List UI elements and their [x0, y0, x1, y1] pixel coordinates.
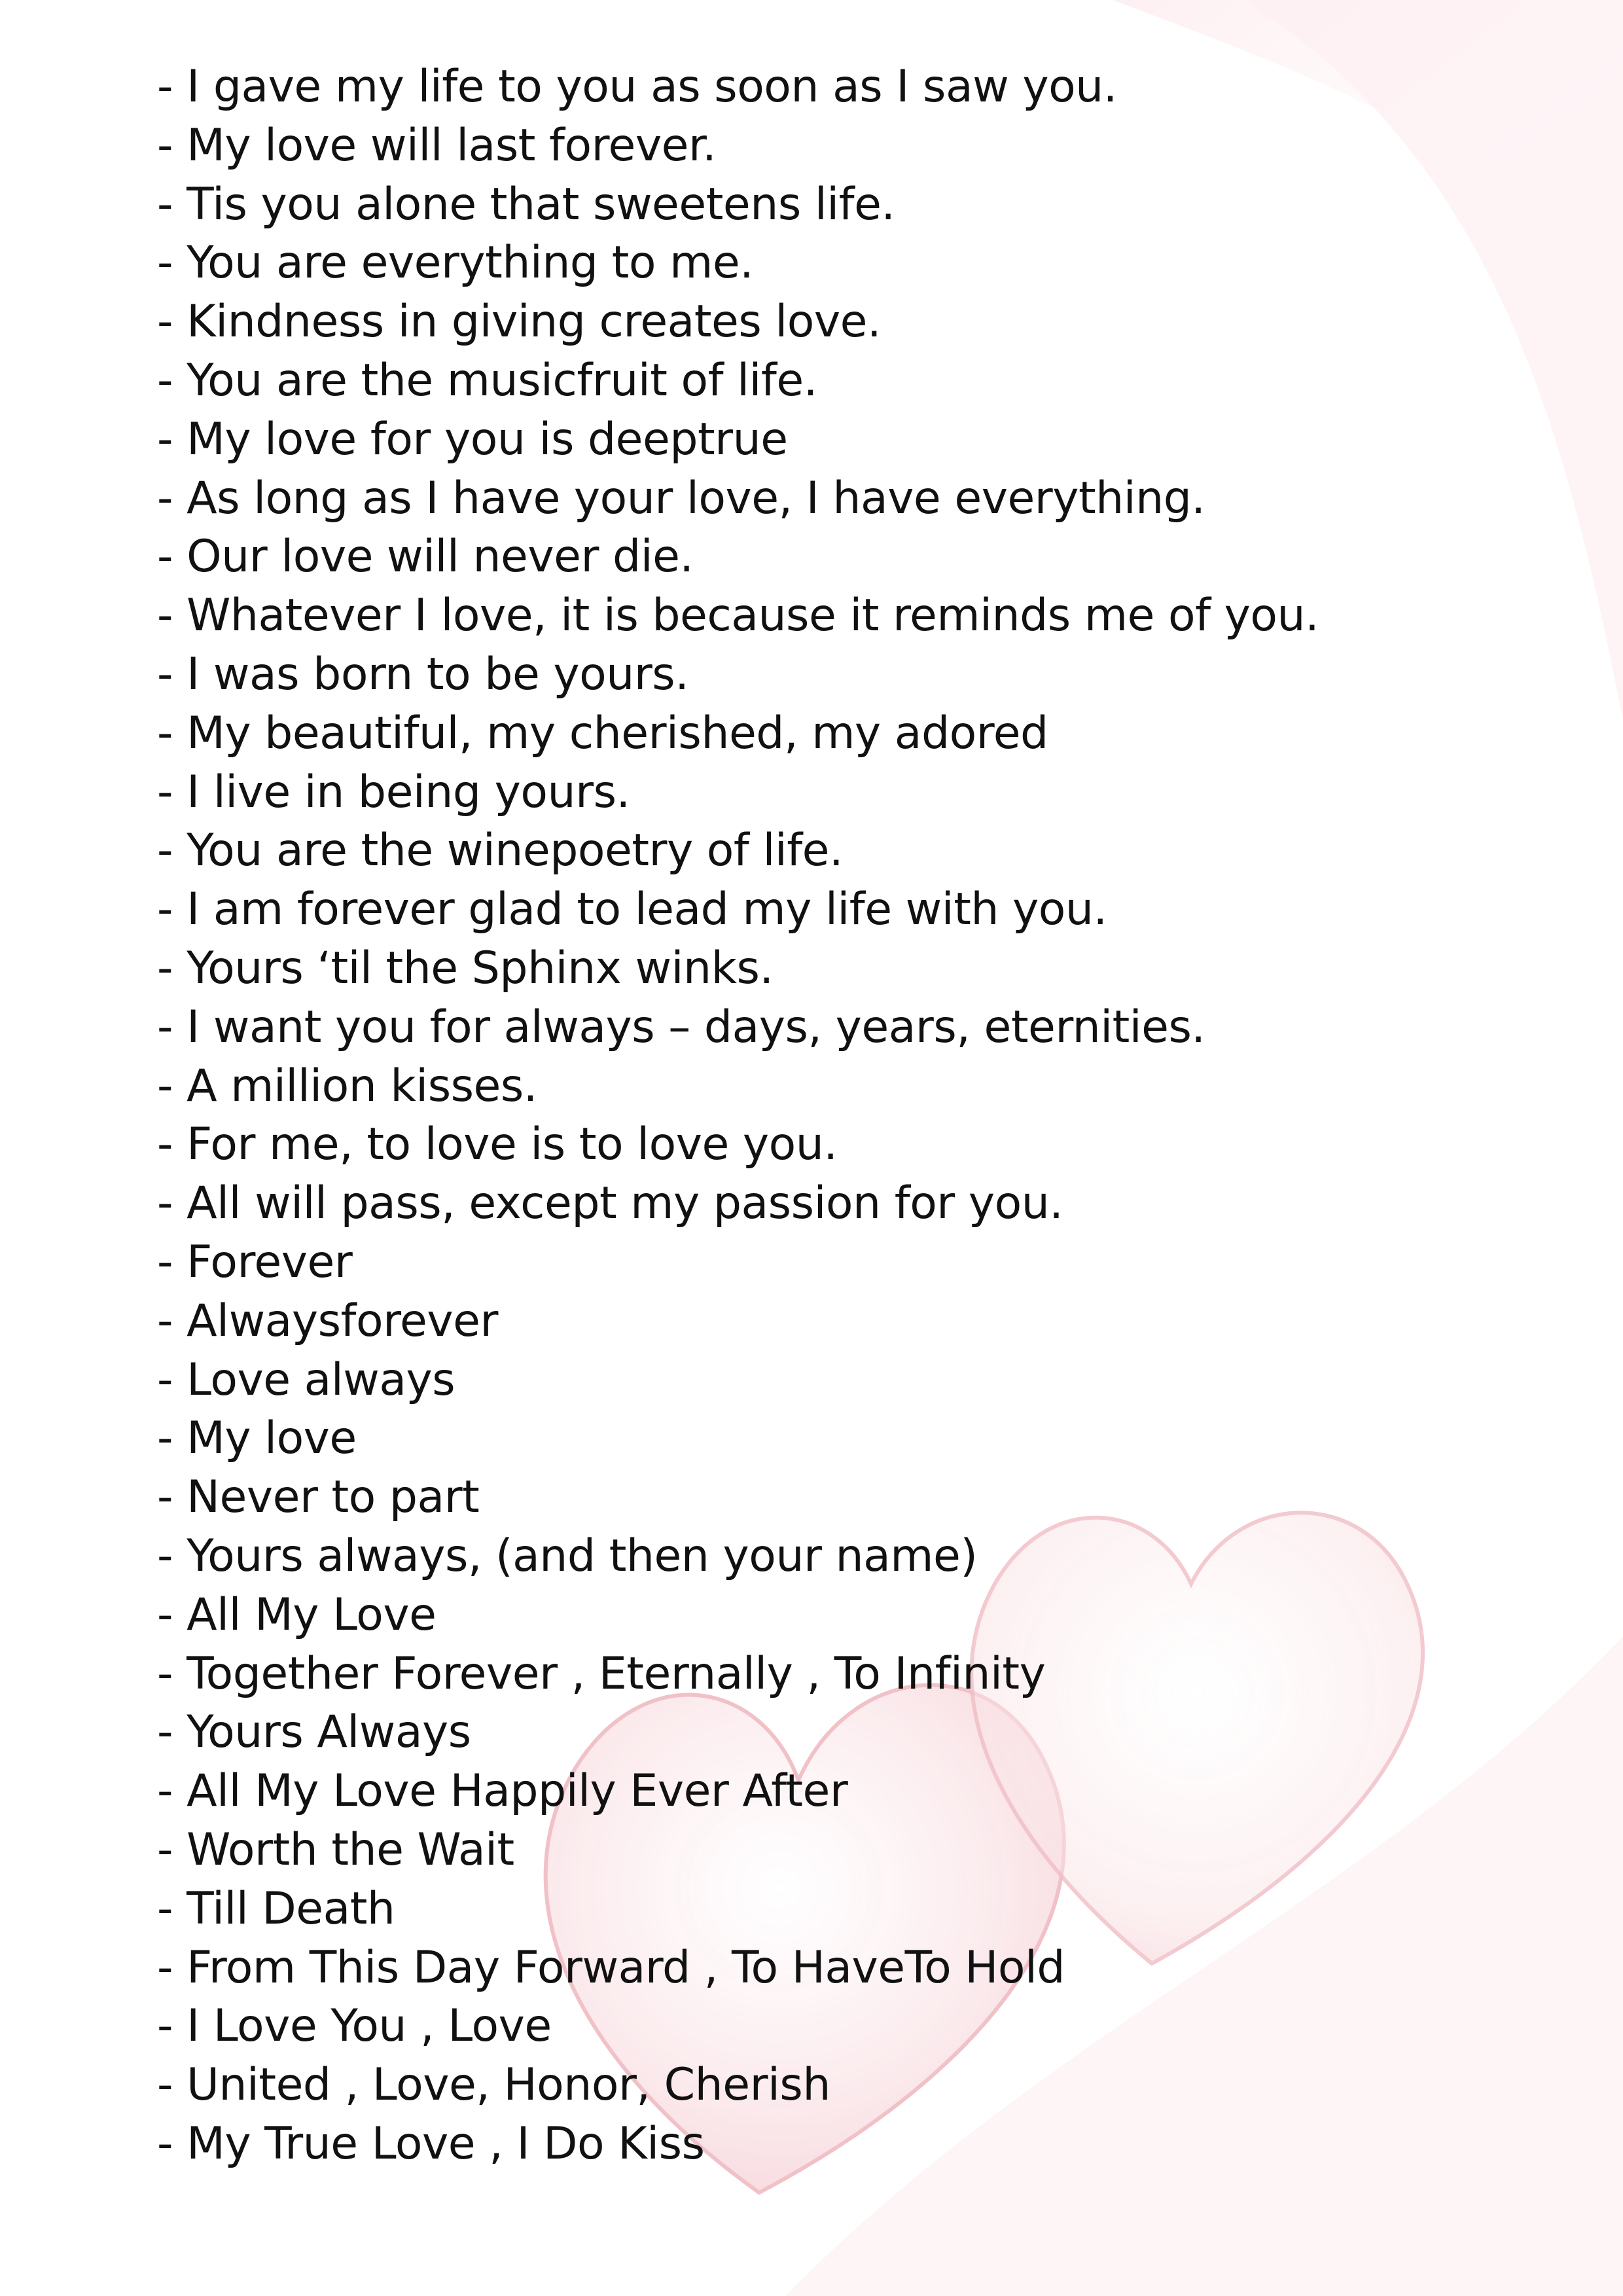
list-item: [157, 1703, 1531, 1762]
list-bullet: -: [157, 1882, 187, 1935]
list-bullet: -: [157, 1412, 187, 1465]
phrase-text: You are the musicfruit of life.: [187, 354, 817, 406]
list-item: [157, 1527, 1531, 1586]
list-item: [157, 939, 1531, 998]
list-item: [157, 998, 1531, 1057]
phrase-text: Never to part: [187, 1471, 480, 1524]
list-bullet: -: [157, 1060, 187, 1112]
phrase-text: Our love will never die.: [187, 531, 694, 583]
list-item: [157, 351, 1531, 410]
list-item: [157, 117, 1531, 175]
phrase-text: My love will last forever.: [187, 119, 717, 171]
phrase-text: Whatever I love, it is because it reminds me of you.: [187, 590, 1319, 642]
list-bullet: -: [157, 707, 187, 759]
list-item: [157, 1997, 1531, 2056]
phrase-text: Yours Always: [187, 1706, 471, 1759]
phrase-text: Kindness in giving creates love.: [187, 296, 882, 348]
list-item: [157, 1174, 1531, 1233]
list-item: [157, 1409, 1531, 1468]
list-item: [157, 469, 1531, 528]
list-bullet: -: [157, 61, 187, 113]
phrase-text: You are everything to me.: [187, 237, 754, 289]
phrase-text: Till Death: [187, 1882, 395, 1935]
list-bullet: -: [157, 1236, 187, 1288]
phrase-text: Yours always, (and then your name): [187, 1530, 978, 1582]
list-bullet: -: [157, 1001, 187, 1053]
list-bullet: -: [157, 1941, 187, 1994]
phrase-text: All My Love: [187, 1588, 437, 1641]
list-item: [157, 1233, 1531, 1292]
phrase-text: Worth the Wait: [187, 1823, 514, 1876]
list-bullet: -: [157, 2000, 187, 2053]
list-bullet: -: [157, 178, 187, 230]
list-item: [157, 1468, 1531, 1527]
list-bullet: -: [157, 1295, 187, 1347]
list-bullet: -: [157, 1471, 187, 1524]
phrase-text: I am forever glad to lead my life with you.: [187, 884, 1107, 936]
list-bullet: -: [157, 1530, 187, 1582]
phrase-text: Together Forever , Eternally , To Infinity: [187, 1647, 1046, 1700]
list-bullet: -: [157, 1823, 187, 1876]
phrase-text: I was born to be yours.: [187, 648, 689, 700]
list-item: [157, 1821, 1531, 1880]
list-item: [157, 175, 1531, 234]
phrase-text: A million kisses.: [187, 1060, 537, 1112]
phrase-text: I Love You , Love: [187, 2000, 552, 2053]
list-bullet: -: [157, 1765, 187, 1818]
phrase-text: Tis you alone that sweetens life.: [187, 178, 895, 230]
document-body: [157, 58, 1531, 2174]
phrase-text: You are the winepoetry of life.: [187, 825, 844, 877]
list-bullet: -: [157, 296, 187, 348]
list-item: [157, 2056, 1531, 2115]
phrase-text: For me, to love is to love you.: [187, 1119, 838, 1171]
list-item: [157, 410, 1531, 469]
phrase-text: Alwaysforever: [187, 1295, 498, 1347]
list-bullet: -: [157, 413, 187, 465]
list-bullet: -: [157, 766, 187, 818]
list-item: [157, 1292, 1531, 1351]
list-bullet: -: [157, 648, 187, 700]
list-bullet: -: [157, 2117, 187, 2170]
list-bullet: -: [157, 2059, 187, 2111]
list-bullet: -: [157, 942, 187, 994]
list-item: [157, 293, 1531, 351]
phrase-text: My love for you is deeptrue: [187, 413, 788, 465]
phrase-list: [157, 58, 1531, 2174]
list-item: [157, 586, 1531, 645]
list-item: [157, 1586, 1531, 1645]
list-item: [157, 704, 1531, 763]
phrase-text: Love always: [187, 1354, 455, 1406]
list-item: [157, 2115, 1531, 2174]
phrase-text: Yours ‘til the Sphinx winks.: [187, 942, 774, 994]
list-item: [157, 1115, 1531, 1174]
phrase-text: I want you for always – days, years, eternities.: [187, 1001, 1205, 1053]
list-bullet: -: [157, 884, 187, 936]
phrase-text: United , Love, Honor, Cherish: [187, 2059, 830, 2111]
phrase-text: Forever: [187, 1236, 353, 1288]
list-item: [157, 528, 1531, 586]
phrase-text: I live in being yours.: [187, 766, 630, 818]
list-item: [157, 821, 1531, 880]
list-bullet: -: [157, 1647, 187, 1700]
list-bullet: -: [157, 1706, 187, 1759]
list-bullet: -: [157, 825, 187, 877]
phrase-text: As long as I have your love, I have everything.: [187, 472, 1205, 524]
list-item: [157, 1645, 1531, 1704]
list-item: [157, 1880, 1531, 1939]
list-item: [157, 58, 1531, 117]
list-bullet: -: [157, 1354, 187, 1406]
list-item: [157, 763, 1531, 822]
list-item: [157, 1939, 1531, 1998]
phrase-text: My beautiful, my cherished, my adored: [187, 707, 1048, 759]
phrase-text: My love: [187, 1412, 357, 1465]
list-item: [157, 1351, 1531, 1410]
list-item: [157, 1057, 1531, 1116]
phrase-text: From This Day Forward , To HaveTo Hold: [187, 1941, 1065, 1994]
phrase-text: All My Love Happily Ever After: [187, 1765, 848, 1818]
list-bullet: -: [157, 1177, 187, 1230]
list-bullet: -: [157, 354, 187, 406]
list-bullet: -: [157, 472, 187, 524]
list-item: [157, 234, 1531, 293]
list-item: [157, 645, 1531, 704]
list-bullet: -: [157, 119, 187, 171]
list-bullet: -: [157, 590, 187, 642]
list-bullet: -: [157, 1119, 187, 1171]
list-bullet: -: [157, 237, 187, 289]
list-item: [157, 880, 1531, 939]
list-bullet: -: [157, 531, 187, 583]
phrase-text: I gave my life to you as soon as I saw you.: [187, 61, 1117, 113]
phrase-text: My True Love , I Do Kiss: [187, 2117, 705, 2170]
list-bullet: -: [157, 1588, 187, 1641]
list-item: [157, 1762, 1531, 1821]
phrase-text: All will pass, except my passion for you.: [187, 1177, 1063, 1230]
